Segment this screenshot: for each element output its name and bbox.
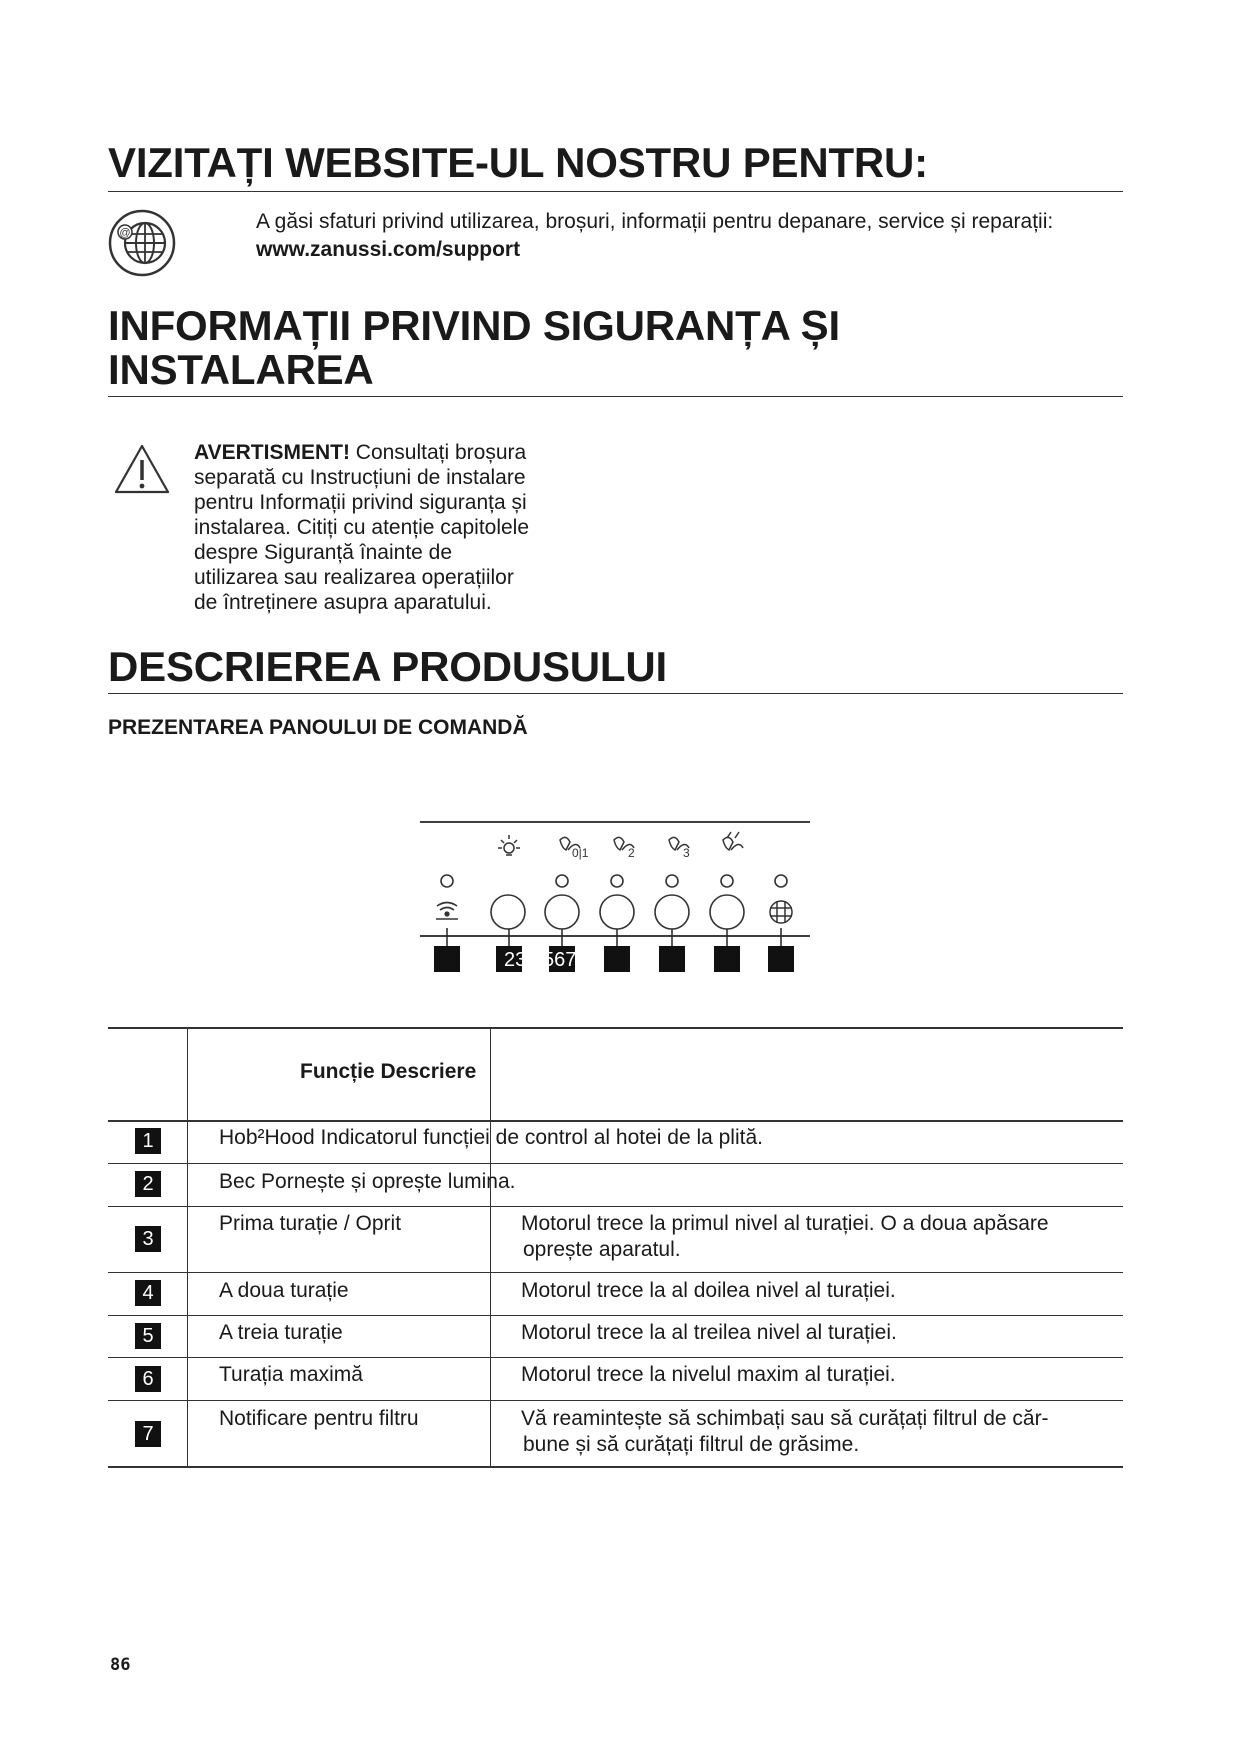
control-panel-subtitle: PREZENTAREA PANOULUI DE COMANDĂ	[108, 716, 528, 739]
web-globe-icon	[107, 208, 177, 278]
row-border	[108, 1206, 1123, 1207]
row-border	[108, 1400, 1123, 1401]
callout-box-7	[768, 946, 794, 972]
title-rule	[108, 191, 1123, 192]
row-description: oprește aparatul.	[523, 1238, 681, 1261]
row-number-badge: 2	[135, 1171, 161, 1197]
speed-max-led	[721, 875, 733, 887]
speed2-button	[600, 895, 634, 929]
callout-label-23: 23	[504, 949, 527, 971]
title-rule	[108, 396, 1123, 397]
fan-speed-2-label: 2	[628, 846, 635, 860]
row-function: Bec Pornește și oprește lumina.	[219, 1170, 516, 1193]
callout-box-1	[434, 946, 460, 972]
row-description: Vă reamintește să schimbați sau să curățați filtrul de căr-	[521, 1407, 1049, 1430]
column-border	[490, 1027, 491, 1467]
row-description: Motorul trece la nivelul maxim al turației.	[521, 1363, 896, 1386]
row-function: A doua turație	[219, 1279, 349, 1302]
table-bottom-border	[108, 1466, 1123, 1468]
row-number-badge: 6	[135, 1366, 161, 1392]
support-description: A găsi sfaturi privind utilizarea, broșuri, informații pentru depanare, service și reparații:	[256, 210, 1054, 233]
row-number-badge: 1	[135, 1128, 161, 1154]
filter-grid-icon	[770, 901, 792, 923]
callout-label-567: 567	[543, 949, 577, 971]
warning-line: utilizarea sau realizarea operațiilor	[194, 566, 514, 589]
filter-led	[775, 875, 787, 887]
warning-label: AVERTISMENT!	[194, 441, 350, 464]
page-number: 86	[110, 1655, 131, 1675]
safety-section-title-line2: INSTALAREA	[108, 346, 374, 393]
svg-text:@: @	[119, 227, 131, 239]
table-top-border	[108, 1027, 1123, 1029]
row-function: Notificare pentru filtru	[219, 1407, 419, 1430]
row-function: Turația maximă	[219, 1363, 363, 1386]
column-border	[187, 1027, 188, 1467]
speed2-led	[611, 875, 623, 887]
row-number-badge: 3	[135, 1226, 161, 1252]
warning-triangle-icon	[113, 443, 171, 495]
warning-line: Consultați broșura	[349, 441, 527, 464]
warning-line: de întreținere asupra aparatului.	[194, 591, 492, 614]
callout-box-4	[604, 946, 630, 972]
fan-max-icon	[723, 832, 743, 850]
speed1-led	[556, 875, 568, 887]
support-link[interactable]: www.zanussi.com/support	[256, 238, 521, 261]
hob2hood-icon	[436, 903, 458, 920]
safety-section-title-line1: INFORMAȚII PRIVIND SIGURANȚA ȘI	[108, 302, 840, 349]
speed-max-button	[710, 895, 744, 929]
light-bulb-icon	[498, 835, 520, 855]
row-function: Prima turație / Oprit	[219, 1212, 402, 1235]
warning-line: pentru Informații privind siguranța și	[194, 491, 527, 514]
warning-paragraph	[194, 440, 594, 615]
fan-speed-3-label: 3	[683, 846, 690, 860]
table-header-function-description: Funcție Descriere	[300, 1060, 477, 1083]
row-number-badge: 4	[135, 1280, 161, 1306]
speed1-button	[545, 895, 579, 929]
row-description: Motorul trece la al treilea nivel al turației.	[521, 1321, 897, 1344]
website-section-title: VIZITAȚI WEBSITE-UL NOSTRU PENTRU:	[108, 139, 928, 186]
row-number-badge: 7	[135, 1421, 161, 1447]
warning-line: instalarea. Citiți cu atenție capitolele	[194, 516, 530, 539]
product-section-title: DESCRIEREA PRODUSULUI	[108, 643, 667, 690]
warning-line: despre Siguranță înainte de	[194, 541, 453, 564]
row-number-badge: 5	[135, 1323, 161, 1349]
light-button	[491, 895, 525, 929]
row-description: bune și să curățați filtrul de grăsime.	[523, 1433, 860, 1456]
row-border	[108, 1272, 1123, 1273]
row-description: Motorul trece la al doilea nivel al turației.	[521, 1279, 896, 1302]
control-panel-diagram	[418, 820, 813, 980]
callout-box-5	[659, 946, 685, 972]
table-header-border	[108, 1120, 1123, 1122]
row-description: Motorul trece la primul nivel al turației. O a doua apăsare	[521, 1212, 1049, 1235]
row-border	[108, 1163, 1123, 1164]
callout-box-6	[714, 946, 740, 972]
row-border	[108, 1357, 1123, 1358]
title-rule	[108, 693, 1123, 694]
speed3-button	[655, 895, 689, 929]
row-function: Hob²Hood Indicatorul funcției de control al hotei de la plită.	[219, 1126, 763, 1149]
warning-line: separată cu Instrucțiuni de instalare	[194, 466, 526, 489]
fan-speed-1-label: 0|1	[572, 846, 589, 860]
row-border	[108, 1315, 1123, 1316]
row-function: A treia turație	[219, 1321, 343, 1344]
hob2hood-led	[441, 875, 453, 887]
speed3-led	[666, 875, 678, 887]
